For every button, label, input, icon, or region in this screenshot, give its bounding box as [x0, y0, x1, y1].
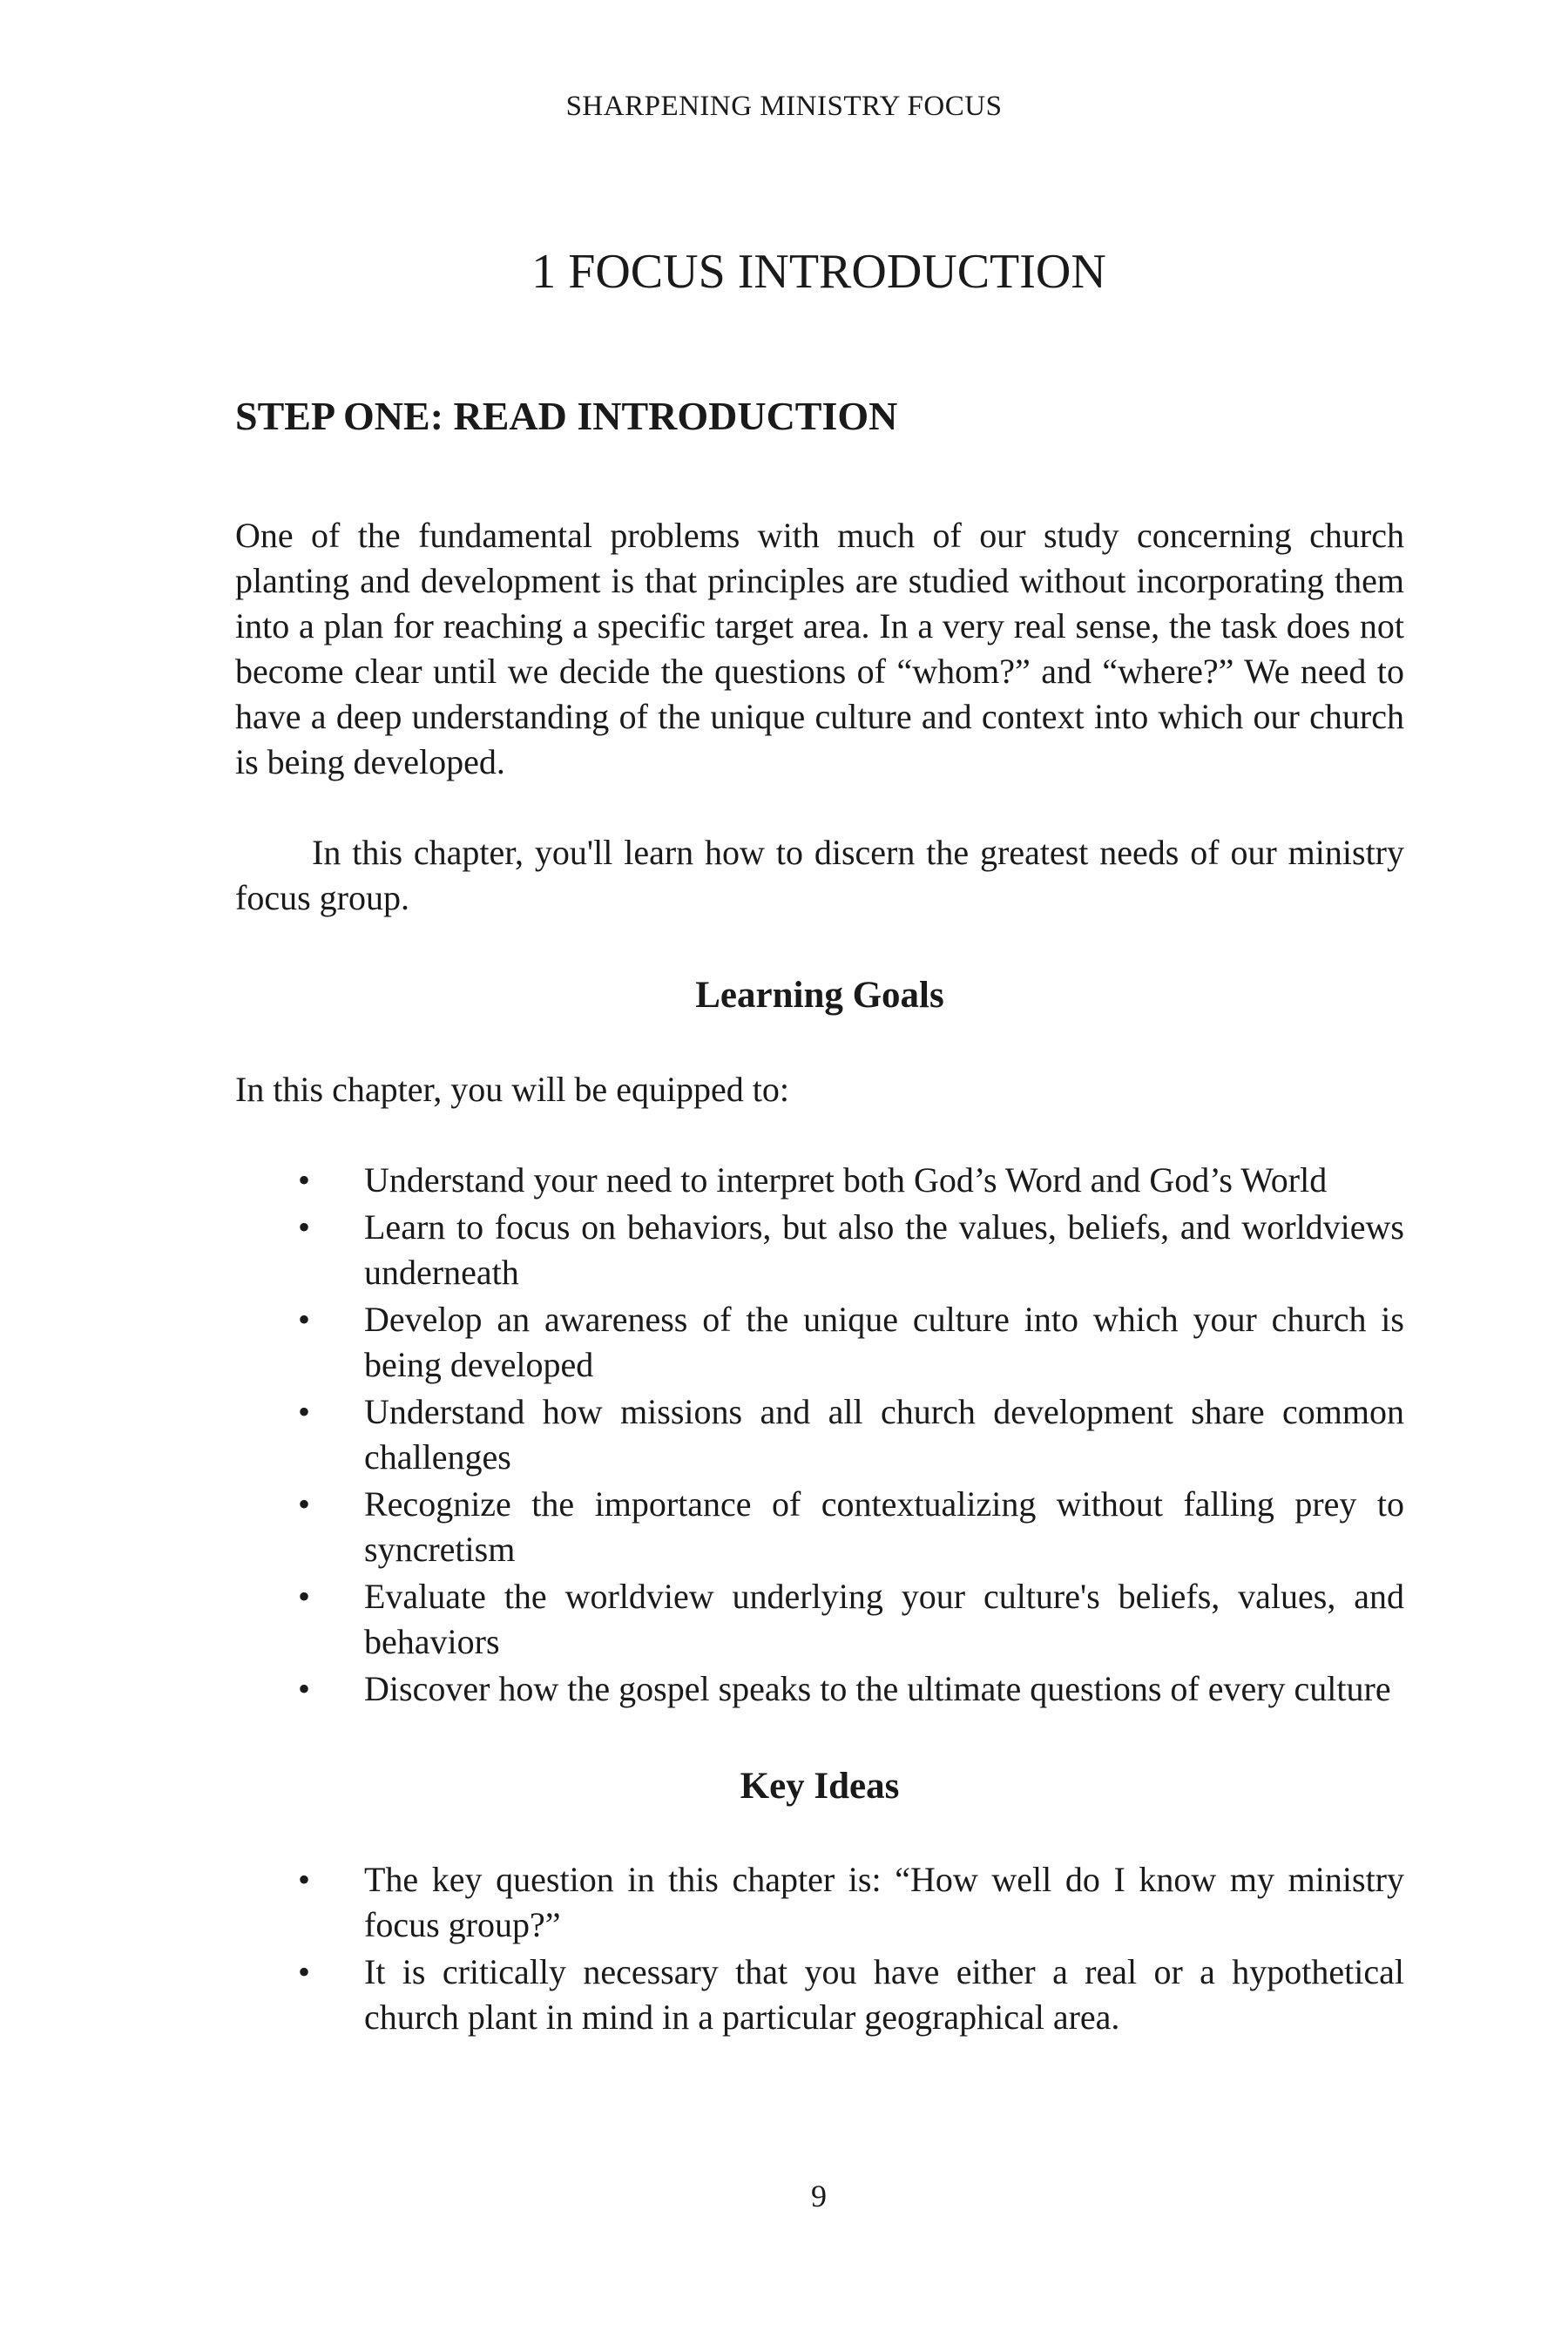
- learning-goals-list: [235, 1158, 1404, 1712]
- list-item-text: Evaluate the worldview underlying your culture's beliefs, values, and behaviors: [364, 1576, 1404, 1661]
- bullet-icon: •: [298, 1576, 311, 1616]
- bullet-icon: •: [298, 1159, 311, 1200]
- bullet-icon: •: [298, 1299, 311, 1339]
- bullet-icon: •: [298, 1860, 311, 1900]
- learning-goals-heading: Learning Goals: [695, 975, 944, 1017]
- list-item: [235, 1950, 1404, 2040]
- list-item: [235, 1389, 1404, 1480]
- running-header: SHARPENING MINISTRY FOCUS: [565, 91, 1003, 122]
- list-item-text: It is critically necessary that you have either a real or a hypothetical church plant in mind in a particular geographical area.: [364, 1952, 1404, 2038]
- list-item-text: Understand how missions and all church development share common challenges: [364, 1391, 1404, 1477]
- list-item: [235, 1297, 1404, 1388]
- page-number: 9: [811, 2179, 827, 2213]
- bullet-icon: •: [298, 1391, 311, 1431]
- list-item: [235, 1857, 1404, 1948]
- list-item-text: Learn to focus on behaviors, but also the values, beliefs, and worldviews underneath: [364, 1206, 1404, 1292]
- list-item: [235, 1574, 1404, 1665]
- list-item-text: Understand your need to interpret both God’s Word and God’s World: [364, 1159, 1328, 1200]
- intro-paragraph-2: In this chapter, you'll learn how to discern the greatest needs of our ministry focus group.: [235, 833, 1404, 918]
- list-item-text: Recognize the importance of contextualizing without falling prey to syncretism: [364, 1484, 1404, 1569]
- learning-goals-lead: In this chapter, you will be equipped to:: [235, 1069, 790, 1109]
- bullet-icon: •: [298, 1952, 311, 1992]
- intro-paragraph-1: One of the fundamental problems with much of our study concerning church planting and development is that principles are studied without incorporating them into a plan for reaching a specific target area. In a very real sense, the task does not become clear until we decide the questions of “whom?” and “where?” We need to have a deep understanding of the unique culture and context into which our church is being developed.: [235, 516, 1404, 782]
- bullet-icon: •: [298, 1484, 311, 1524]
- chapter-title: 1 FOCUS INTRODUCTION: [531, 245, 1106, 299]
- list-item: [235, 1482, 1404, 1572]
- bullet-icon: •: [298, 1668, 311, 1708]
- list-item: [235, 1158, 1404, 1203]
- list-item: [235, 1666, 1404, 1712]
- main-content: [235, 392, 1404, 2042]
- list-item: [235, 1205, 1404, 1295]
- key-ideas-list: [235, 1857, 1404, 2040]
- step-heading: STEP ONE: READ INTRODUCTION: [235, 394, 898, 438]
- list-item-text: Discover how the gospel speaks to the ultimate questions of every culture: [364, 1668, 1391, 1708]
- bullet-icon: •: [298, 1206, 311, 1247]
- key-ideas-heading: Key Ideas: [740, 1765, 900, 1807]
- list-item-text: The key question in this chapter is: “How well do I know my ministry focus group?”: [364, 1860, 1404, 1945]
- list-item-text: Develop an awareness of the unique culture into which your church is being developed: [364, 1299, 1404, 1384]
